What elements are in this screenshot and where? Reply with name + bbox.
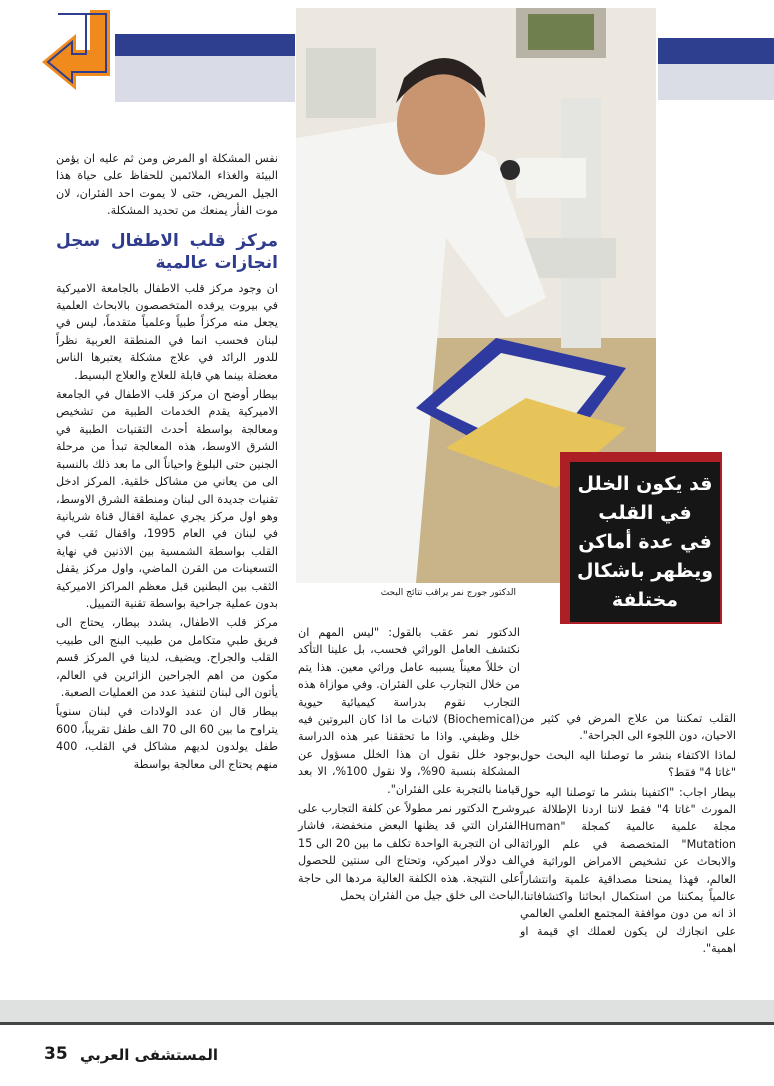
footer-divider bbox=[0, 1022, 774, 1025]
page-number: 35 bbox=[44, 1044, 68, 1064]
magazine-name: المستشفى العربي bbox=[80, 1046, 219, 1064]
intro-paragraph: نفس المشكلة او المرض ومن ثم عليه ان يؤمن البيئة والغذاء الملائمين للحفاظ على حياة هذا الجيل المريض، حتى لا يموت احد الفئران، لان موت الفأر يمنعك من تحديد المشكلة. bbox=[56, 152, 278, 218]
right-column bbox=[520, 710, 736, 960]
pull-quote-line: في عدة أماكن bbox=[578, 531, 712, 553]
body-paragraph: بيطار أوضح ان مركز قلب الاطفال في الجامعة الاميركية يقدم الخدمات الطبية من تشخيص ومعالجة بواسطة أحدث التقنيات الطبية في الشرق الاوسط، هذه المعالجة تبدأ من مرحلة الجنين حتى البلوغ واحياناً الى ما بعد ذلك بالنسبة الى من يعاني من مشاكل خلقية. المركز ادخل تقنيات جديدة الى لبنان ومنطقة الشرق الاوسط، وهو اول مركز يجري عملية اقفال قناة شريانية في لبنان في العام 1995، واقفال ثقب في القلب بواسطة الشمسية بين الاذنين في نهاية التسعينات من القرن الماضي، واول مركز يقفل الثقب بين البطنين قبل معظم المراكز الاميركية بدون عملية جراحية بواسطة تقنية التمييل. bbox=[56, 388, 278, 610]
body-paragraph: لماذا الاكتفاء بنشر ما توصلنا اليه البحث حول "غاتا 4" فقط؟ bbox=[520, 748, 736, 780]
pull-quote-line: مختلفة bbox=[611, 589, 679, 611]
header-band-blue bbox=[115, 34, 295, 56]
section-heading: مركز قلب الاطفال سجل انجازات عالمية bbox=[56, 230, 278, 273]
header-band-gray-right bbox=[658, 64, 774, 100]
section-arrow-logo-icon bbox=[40, 6, 112, 90]
pull-quote-line: ويظهر باشكال bbox=[576, 560, 714, 582]
body-paragraph: ان وجود مركز قلب الاطفال بالجامعة الاميركية في بيروت يرفده المتخصصون بالابحاث العلمية يجعل منه مركزاً طبياً وعلمياً متقدماً، ليس في لبنان فحسب انما في المنطقة العربية نظراً للدور الرائد في علاج مشكلة يعتبرها الناس معضلة بينما هي قابلة للعلاج والعلاج البسيط. bbox=[56, 281, 278, 382]
body-paragraph: بيطار اجاب: "اكتفينا بنشر ما توصلنا اليه حول المورث "غاتا 4" فقط لاننا اردنا الإطلالة عبر مجلة علمية عالمية كمجلة "Human Mutation" المتخصصة في علم الوراثة والابحاث عن تشخيص الامراض الوراثية في العالم، فهذا يمنحنا مصداقية علمية وانتشاراً عالمياً يمكننا من استكمال ابحاثنا واكتشافاتنا، اذ انه من دون موافقة المجتمع العلمي العالمي على انجازك لن يكون لعملك اي قيمة او اهمية". bbox=[520, 785, 736, 956]
footer-bar bbox=[0, 1000, 774, 1022]
pull-quote-line: قد يكون الخلل bbox=[577, 473, 713, 495]
header-band-blue-right bbox=[658, 38, 774, 64]
pull-quote bbox=[570, 462, 720, 622]
body-paragraph: وشرح الدكتور نمر مطولاً عن كلفة التجارب على الفئران التي قد يظنها البعض منخفضة، فاشار الى ان التجربة الواحدة تكلف ما بين 20 الى 15 الف دولار اميركي، وتحتاج الى سنتين للحصول على النتيجة. هذه الكلفة العالية مردها الى حاجة الباحث الى خلق جيل من الفئران يحمل bbox=[298, 802, 520, 903]
body-paragraph: مركز قلب الاطفال، يشدد بيطار، يحتاج الى فريق طبي متكامل من طبيب البنج الى طبيب القلب والجراح. ويضيف، لدينا في المركز قسم مكون من اهم الجراحين الزائرين في العالم، يأتون الى لبنان لتنفيذ عدد من العمليات الصعبة. bbox=[56, 616, 278, 699]
left-column bbox=[56, 150, 278, 775]
body-paragraph: بيطار قال ان عدد الولادات في لبنان سنوياً يتراوح ما بين 60 الى 70 الف طفل تقريباً، 600 طفل يولدون لديهم مشاكل في القلب، 400 منهم يحتاج الى معالجة بواسطة bbox=[56, 705, 278, 771]
middle-column bbox=[298, 624, 520, 907]
pull-quote-box bbox=[560, 452, 722, 624]
body-paragraph: القلب تمكننا من علاج المرض في كثير من الاحيان، دون اللجوء الى الجراحة". bbox=[520, 712, 736, 743]
photo-caption: الدكتور جورج نمر يراقب نتائج البحث bbox=[380, 588, 516, 598]
header-band-gray bbox=[115, 56, 295, 102]
body-paragraph: الدكتور نمر عقب بالقول: "ليس المهم ان نكتشف العامل الوراثي فحسب، بل علينا التأكد ان خللاً معيناً يسببه عامل وراثي معين. هذا يتم من خلال التجارب على الفئران. وفي موازاة هذه التجارب نقوم بدراسة كيميائية حيوية (Biochemical) لاثبات ما اذا كان البروتين فيه خلل وظيفي. واذا ما تحققنا عبر هذه الدراسة بوجود خلل نقول ان هذا الخلل مسؤول عن المشكلة بنسبة 90%، ولا نقول 100%، الا بعد قيامنا بالتجربة على الفئران". bbox=[298, 626, 520, 796]
pull-quote-line: في القلب bbox=[598, 502, 692, 524]
